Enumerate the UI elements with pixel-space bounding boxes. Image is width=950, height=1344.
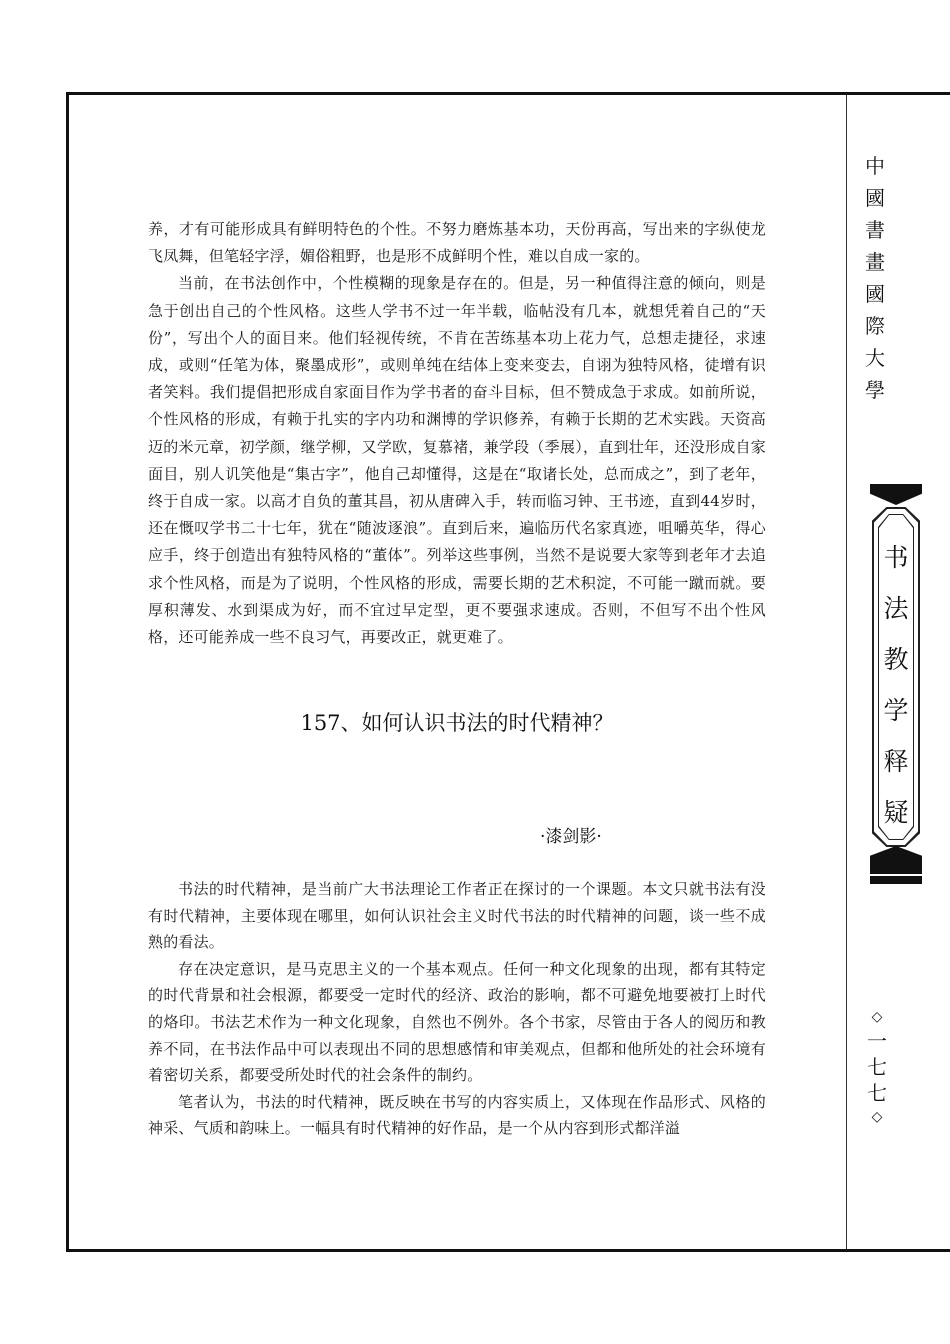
article-body [148, 876, 766, 1142]
diamond-icon: ◇ [871, 1009, 883, 1025]
title-bar-bottom [870, 876, 922, 884]
paragraph: 当前，在书法创作中，个性模糊的现象是存在的。但是，另一种值得注意的倾向，则是急于创出自己的个性风格。这些人学书不过一年半载，临帖没有几本，就想凭着自己的“天份”，写出个人的面目来。他们轻视传统，不肯在苦练基本功上花力气，总想走捷径，求速成，或则“任笔为体，聚墨成形”，或则单纯在结体上变来变去，自诩为独特风格，徒增有识者笑料。我们提倡把形成自家面目作为学书者的奋斗目标，但不赞成急于求成。如前所说，个性风格的形成，有赖于扎实的字内功和渊博的学识修养，有赖于长期的艺术实践。天资高迈的米元章，初学颜，继学柳，又学欧，复慕褚，兼学段（季展），直到壮年，还没形成自家面目，别人讥笑他是“集古字”，他自己却懂得，这是在“取诸长处，总而成之”，到了老年，终于自成一家。以高才自负的董其昌，初从唐碑入手，转而临习钟、王书迹，直到44岁时，还在慨叹学书二十七年，犹在“随波逐浪”。直到后来，遍临历代名家真迹，咀嚼英华，得心应手，终于创造出有独特风格的“董体”。列举这些事例，当然不是说要大家等到老年才去追求个性风格，而是为了说明，个性风格的形成，需要长期的艺术积淀，不可能一蹴而就。要厚积薄发、水到渠成为好，而不宜过早定型，更不要强求速成。否则，不但写不出个性风格，还可能养成一些不良习气，再要改正，就更难了。 [148, 274, 766, 647]
series-title: 中 國 書 畫 國 際 大 學 [865, 154, 885, 402]
diamond-icon: ◇ [871, 1109, 883, 1125]
sidebar-divider [846, 95, 847, 1249]
article-author: ·漆剑影· [540, 827, 602, 847]
paragraph: 存在决定意识，是马克思主义的一个基本观点。任何一种文化现象的出现，都有其特定的时代背景和社会根源，都要受一定时代的经济、政治的影响，都不可避免地要被打上时代的烙印。书法艺术作为一种文化现象，自然也不例外。各个书家，尽管由于各人的阅历和教养不同，在书法作品中可以表现出不同的思想感情和审美观点，但都和他所处的社会环境有着密切关系，都要受所处时代的社会条件的制约。 [148, 959, 766, 1085]
paragraph: 养，才有可能形成具有鲜明特色的个性。不努力磨炼基本功，天份再高，写出来的字纵使龙飞凤舞，但笔轻字浮，媚俗粗野，也是形不成鲜明个性，难以自成一家的。 [148, 220, 766, 266]
book-title: 书 法 教 学 释 疑 [883, 543, 909, 827]
title-bar-top [870, 484, 922, 492]
paragraph: 笔者认为，书法的时代精神，既反映在书写的内容实质上，又体现在作品形式、风格的神采、气质和韵味上。一幅具有时代精神的好作品，是一个从内容到形式都洋溢 [148, 1092, 766, 1138]
paragraph: 书法的时代精神，是当前广大书法理论工作者正在探讨的一个课题。本文只就书法有没有时代精神，主要体现在哪里，如何认识社会主义时代书法的时代精神的问题，谈一些不成熟的看法。 [148, 880, 766, 952]
article-heading: 157、如何认识书法的时代精神？ [300, 711, 614, 735]
page-number: ◇ 一 七 七 ◇ [863, 1006, 891, 1128]
previous-article-text [148, 216, 766, 651]
